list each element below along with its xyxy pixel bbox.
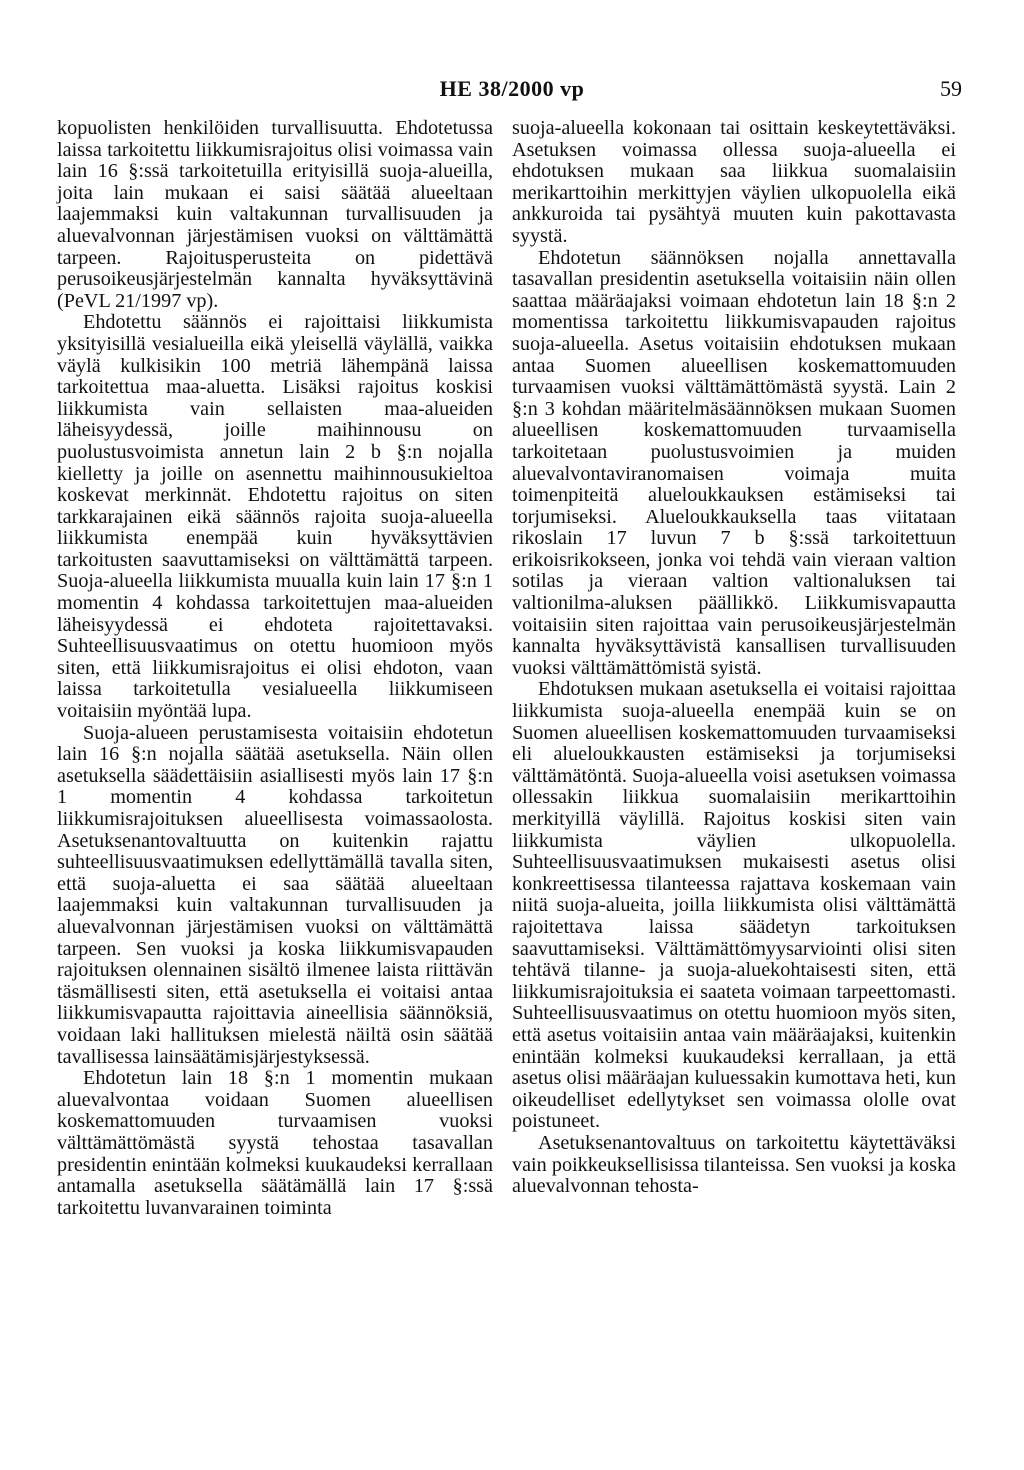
right-column: [512, 118, 956, 1198]
paragraph: Suoja-alueen perustamisesta voitaisiin ehdotetun lain 16 §:n nojalla säätää asetuksella. Näin ollen asetuksella säädettäisiin asiallisesti myös lain 17 §:n 1 momentin 4 kohdassa tarkoitetun liikkumisrajoituksen alueellisesta voimassaolosta. Asetuksenantovaltuutta on kuitenkin rajattu suhteellisuusvaatimuksen edellyttämällä tavalla siten, että suoja-aluetta ei saa säätää alueeltaan laajemmaksi kuin valtakunnan turvallisuuden ja aluevalvonnan järjestämisen vuoksi on välttämättä tarpeen. Sen vuoksi ja koska liikkumisvapauden rajoituksen olennainen sisältö ilmenee laista riittävän täsmällisesti siten, että asetuksella ei voitaisi antaa liikkumisvapautta rajoittavia aineellisia säännöksiä, voidaan laki hallituksen mielestä näiltä osin säätää tavallisessa lainsäätämisjärjestyksessä.: [57, 721, 493, 1068]
page-number: 59: [940, 76, 962, 101]
paragraph: Ehdotetun lain 18 §:n 1 momentin mukaan aluevalvontaa voidaan Suomen alueellisen koskemattomuuden turvaamisen vuoksi välttämättömästä syystä tehostaa tasavallan presidentin enintään kolmeksi kuukaudeksi kerrallaan antamalla asetuksella säätämällä lain 17 §:ssä tarkoitettu luvanvarainen toiminta: [57, 1067, 493, 1219]
paragraph: Ehdotettu säännös ei rajoittaisi liikkumista yksityisillä vesialueilla eikä yleisellä väylällä, vaikka väylä kulkisikin 100 metriä lähempänä laissa tarkoitettua maa-aluetta. Lisäksi rajoitus koskisi liikkumista vain sellaisten maa-alueiden läheisyydessä, joille maihinnousu on puolustusvoimista annetun lain 2 b §:n nojalla kielletty ja joille on asennettu maihinnousukieltoa koskevat merkinnät. Ehdotettu rajoitus on siten tarkkarajainen eikä säännös rajoita suoja-alueella liikkumista enempää kuin hyväksyttävien tarkoitusten saavuttamiseksi on välttämättä tarpeen. Suoja-alueella liikkumista muualla kuin lain 17 §:n 1 momentin 4 kohdassa tarkoitettujen maa-alueiden läheisyydessä ei ehdoteta rajoitettavaksi. Suhteellisuusvaatimus on otettu huomioon myös siten, että liikkumisrajoitus ei olisi ehdoton, vaan laissa tarkoitetulla vesialueella liikkumiseen voitaisiin myöntää lupa.: [57, 311, 493, 723]
document-title: HE 38/2000 vp: [439, 76, 585, 101]
paragraph: suoja-alueella kokonaan tai osittain keskeytettäväksi. Asetuksen voimassa ollessa suoja-alueella ei ehdotuksen mukaan saa liikkua suomalaisiin merikarttoihin merkittyjen väylien ulkopuolella eikä ankkuroida tai pysähtyä muuten kuin pakottavasta syystä.: [512, 117, 956, 247]
left-column: [57, 118, 493, 1219]
page-header: [0, 76, 1024, 106]
paragraph: Ehdotetun säännöksen nojalla annettavalla tasavallan presidentin asetuksella voitaisiin näin ollen saattaa määräajaksi voimaan ehdotetun lain 18 §:n 2 momentissa tarkoitettu liikkumisvapauden rajoitus suoja-alueella. Asetus voitaisiin ehdotuksen mukaan antaa Suomen alueellisen koskemattomuuden turvaamisen vuoksi välttämättömästä syystä. Lain 2 §:n 3 kohdan määritelmäsäännöksen mukaan Suomen alueellisen koskemattomuuden turvaamisella tarkoitetaan puolustusvoimien ja muiden aluevalvontaviranomaisen voimaja muita toimenpiteitä alueloukkauksen estämiseksi tai torjumiseksi. Alueloukkauksella taas viitataan rikoslain 17 luvun 7 b §:ssä tarkoitettuun erikoisrikokseen, jonka voi tehdä vain vieraan valtion sotilas ja vieraan valtion valtionaluksen tai valtionilma-aluksen päällikkö. Liikkumisvapautta voitaisiin siten rajoittaa vain perusoikeusjärjestelmän kannalta hyväksyttävistä kansallisen turvallisuuden vuoksi välttämättömistä syistä.: [512, 246, 956, 679]
paragraph: Asetuksenantovaltuus on tarkoitettu käytettäväksi vain poikkeuksellisissa tilanteissa. Sen vuoksi ja koska aluevalvonnan tehosta-: [512, 1131, 956, 1198]
paragraph: Ehdotuksen mukaan asetuksella ei voitaisi rajoittaa liikkumista suoja-alueella enempää kuin se on Suomen alueellisen koskemattomuuden turvaamiseksi eli alueloukkausten estämiseksi ja torjumiseksi välttämätöntä. Suoja-alueella voisi asetuksen voimassa ollessakin liikkua suomalaisiin merikarttoihin merkityillä väylillä. Rajoitus koskisi siten vain liikkumista väylien ulkopuolella. Suhteellisuusvaatimuksen mukaisesti asetus olisi konkreettisessa tilanteessa rajattava koskemaan vain niitä suoja-alueita, joilla liikkumista olisi välttämättä rajoitettava laissa säädetyn tarkoituksen saavuttamiseksi. Välttämättömyysarviointi olisi siten tehtävä tilanne- ja suoja-aluekohtaisesti siten, että liikkumisrajoituksia ei saateta voimaan tarpeettomasti. Suhteellisuusvaatimus on otettu huomioon myös siten, että asetus voitaisiin antaa vain määräajaksi, kuitenkin enintään kolmeksi kuukaudeksi kerrallaan, ja että asetus olisi määräajan kuluessakin kumottava heti, kun oikeudelliset edellytykset sen voimassa ololle ovat poistuneet.: [512, 678, 956, 1133]
paragraph: kopuolisten henkilöiden turvallisuutta. Ehdotetussa laissa tarkoitettu liikkumisrajoitus olisi voimassa vain lain 16 §:ssä tarkoitetuilla erityisillä suoja-alueilla, joita lain mukaan ei saisi säätää alueeltaan laajemmaksi kuin valtakunnan turvallisuuden ja aluevalvonnan järjestämisen vuoksi on välttämättä tarpeen. Rajoitusperusteita on pidettävä perusoikeusjärjestelmän kannalta hyväksyttävinä (PeVL 21/1997 vp).: [57, 117, 493, 312]
